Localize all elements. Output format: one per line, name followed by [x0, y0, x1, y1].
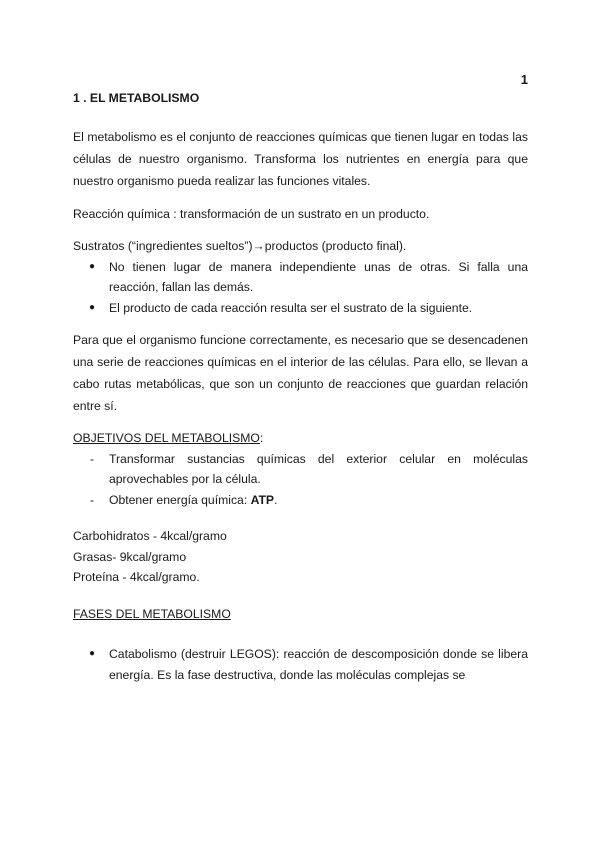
- bullet-icon: ●: [89, 648, 96, 659]
- energy-fats: Grasas- 9kcal/gramo: [73, 549, 187, 564]
- bullet-icon: ●: [89, 260, 96, 272]
- objectives-list: [73, 449, 528, 511]
- list-item: - Transformar sustancias químicas del exterior celular en moléculas aprovechables por la célula.: [73, 449, 528, 490]
- list-item: ● Catabolismo (destruir LEGOS): reacción de descomposición donde se libera energía. Es la fase destructiva, donde las moléculas complejas se: [73, 644, 528, 685]
- phases-heading: FASES DEL METABOLISMO: [73, 606, 231, 621]
- energy-values: [73, 526, 528, 588]
- list-item: ● El producto de cada reacción resulta ser el sustrato de la siguiente.: [73, 298, 528, 319]
- dash-icon: -: [90, 492, 95, 507]
- objectives-title: OBJETIVOS DEL METABOLISMO: [73, 431, 260, 445]
- energy-carbohydrates: Carbohidratos - 4kcal/gramo: [73, 529, 227, 543]
- reaction-definition: Reacción química : transformación de un sustrato en un producto.: [73, 207, 430, 221]
- list-item: - Obtener energía química: ATP.: [73, 490, 528, 511]
- bullet-icon: ●: [89, 301, 96, 313]
- dash-icon: -: [90, 451, 95, 466]
- list-item: ● No tienen lugar de manera independiente unas de otras. Si falla una reacción, fallan las demás.: [73, 257, 528, 298]
- metabolic-routes-paragraph: Para que el organismo funcione correctamente, es necesario que se desencadenen una serie de reacciones químicas en el interior de las células. Para ello, se llevan a cabo rutas metabólicas, que son un conjunto de reacciones que guardan relación entre sí.: [73, 333, 528, 413]
- page-title: 1 . EL METABOLISMO: [73, 91, 200, 105]
- atp-term: ATP: [250, 492, 275, 507]
- energy-protein: Proteína - 4kcal/gramo.: [73, 570, 200, 584]
- objectives-heading: OBJETIVOS DEL METABOLISMO:: [73, 431, 264, 445]
- substrates-bullet-list: [73, 257, 528, 319]
- intro-paragraph: El metabolismo es el conjunto de reacciones químicas que tienen lugar en todas las células de nuestro organismo. Transforma los nutrientes en energía para que nuestro organismo pueda realizar las funciones vitales.: [73, 130, 528, 188]
- page-number: 1: [520, 72, 528, 87]
- substrates-line: Sustratos (“ingredientes sueltos”)→productos (producto final).: [73, 239, 407, 253]
- page-content: [73, 90, 528, 685]
- phases-bullet-list: [73, 644, 528, 685]
